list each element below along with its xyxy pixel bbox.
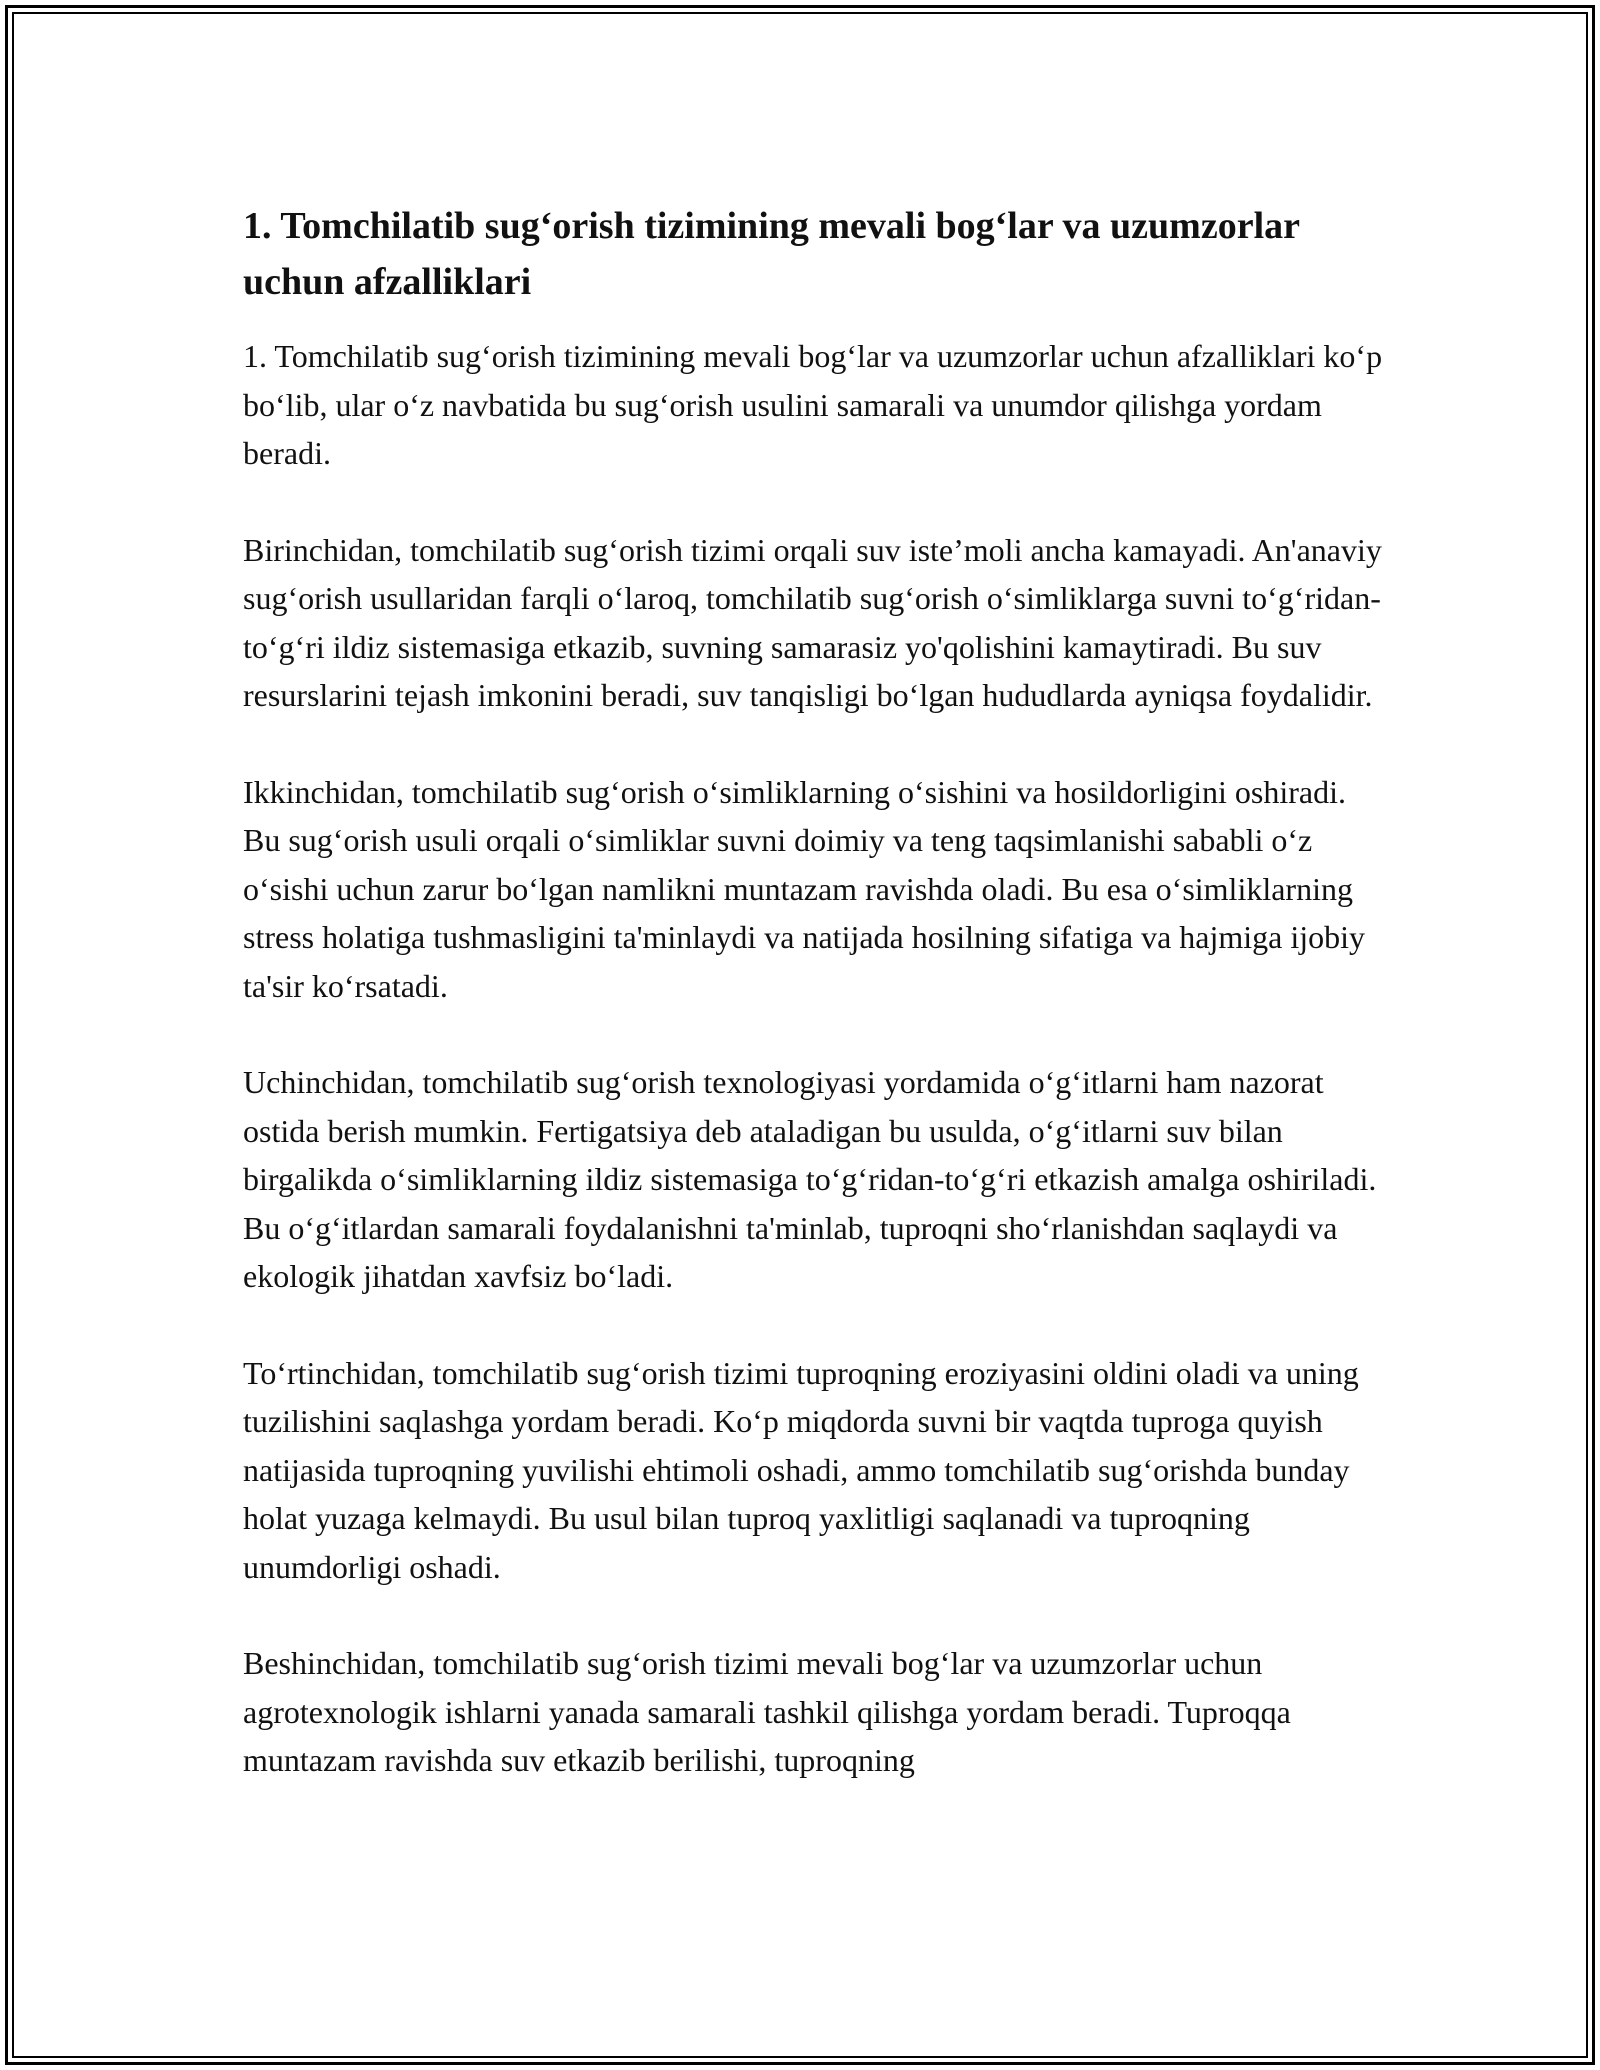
paragraph-third: Uchinchidan, tomchilatib sug‘orish texnologiyasi yordamida o‘g‘itlarni ham nazorat ostida berish mumkin. Fertigatsiya deb ataladigan bu usulda, o‘g‘itlarni suv bilan birgalikda o‘simliklarning ildiz sistemasiga to‘g‘ridan-to‘g‘ri etkazish amalga oshiriladi. Bu o‘g‘itlardan samarali foydalanishni ta'minlab, tuproqni sho‘rlanishdan saqlaydi va ekologik jihatdan xavfsiz bo‘ladi. [243,1064,1377,1294]
document-body [243,198,1383,1833]
paragraph-intro: 1. Tomchilatib sug‘orish tizimining mevali bog‘lar va uzumzorlar uchun afzalliklari ko‘p bo‘lib, ular o‘z navbatida bu sug‘orish usulini samarali va unumdor qilishga yordam beradi. [243,338,1383,471]
paragraph-second: Ikkinchidan, tomchilatib sug‘orish o‘simliklarning o‘sishini va hosildorligini oshiradi. Bu sug‘orish usuli orqali o‘simliklar suvni doimiy va teng taqsimlanishi sababli o‘z o‘sishi uchun zarur bo‘lgan namlikni muntazam ravishda oladi. Bu esa o‘simliklarning stress holatiga tushmasligini ta'minlaydi va natijada hosilning sifatiga va hajmiga ijobiy ta'sir ko‘rsatadi. [243,773,1366,1004]
document-title: 1. Tomchilatib sug‘orish tizimining mevali bog‘lar va uzumzorlar uchun afzalliklari [243,205,1300,303]
paragraph-fifth: Beshinchidan, tomchilatib sug‘orish tizimi mevali bog‘lar va uzumzorlar uchun agrotexnologik ishlarni yanada samarali tashkil qilishga yordam beradi. Tuproqqa muntazam ravishda suv etkazib berilishi, tuproqning [243,1645,1291,1778]
paragraph-first: Birinchidan, tomchilatib sug‘orish tizimi orqali suv iste’moli ancha kamayadi. An'anaviy sug‘orish usullaridan farqli o‘laroq, tomchilatib sug‘orish o‘simliklarga suvni to‘g‘ridan-to‘g‘ri ildiz sistemasiga etkazib, suvning samarasiz yo'qolishini kamaytiradi. Bu suv resurslarini tejash imkonini beradi, suv tanqisligi bo‘lgan hududlarda ayniqsa foydalidir. [243,531,1382,713]
page-border [5,5,1595,2065]
paragraph-fourth: To‘rtinchidan, tomchilatib sug‘orish tizimi tuproqning eroziyasini oldini oladi va uning tuzilishini saqlashga yordam beradi. Ko‘p miqdorda suvni bir vaqtda tuproga quyish natijasida tuproqning yuvilishi ehtimoli oshadi, ammo tomchilatib sug‘orishda bunday holat yuzaga kelmaydi. Bu usul bilan tuproq yaxlitligi saqlanadi va tuproqning unumdorligi oshadi. [243,1354,1359,1585]
